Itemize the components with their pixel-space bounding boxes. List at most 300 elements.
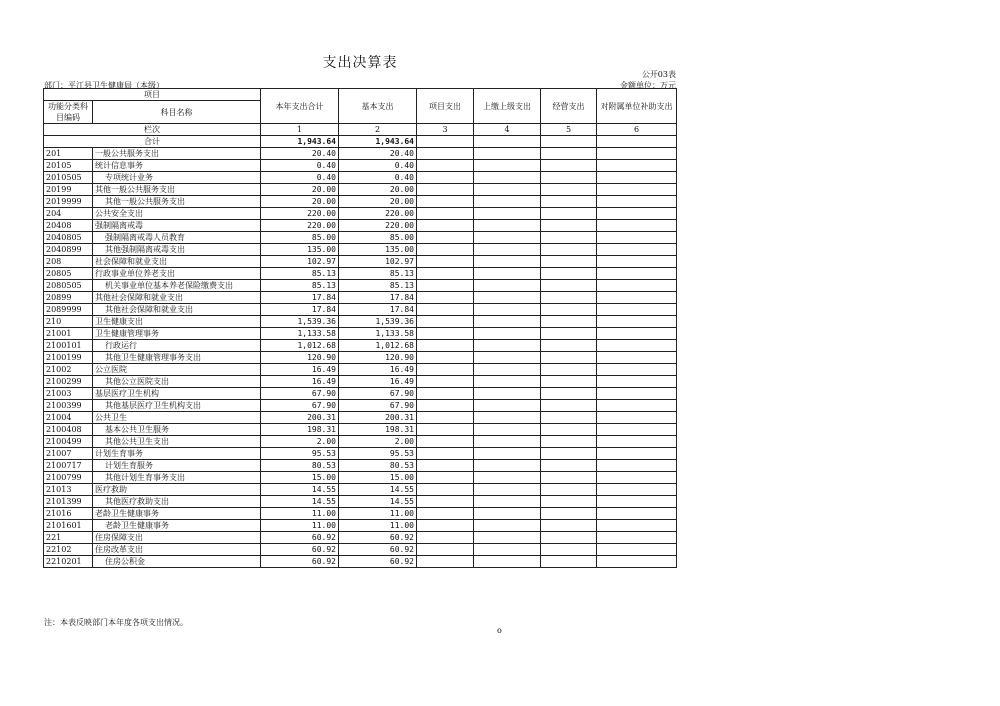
business-expense	[541, 340, 597, 352]
higher-expense	[474, 316, 541, 328]
report-title: 支出决算表	[322, 55, 398, 71]
basic-expense: 11.00	[339, 520, 417, 532]
total-expense: 16.49	[261, 376, 339, 388]
subsidy-expense	[597, 556, 677, 568]
subsidy-expense	[597, 280, 677, 292]
subsidy-expense	[597, 328, 677, 340]
subject-code: 21004	[44, 412, 93, 424]
higher-expense	[474, 268, 541, 280]
subsidy-expense	[597, 232, 677, 244]
table-row	[44, 448, 677, 460]
table-row	[44, 412, 677, 424]
business-expense	[541, 268, 597, 280]
business-expense	[541, 172, 597, 184]
col-num: 1	[261, 124, 339, 136]
subject-code: 2101399	[44, 496, 93, 508]
higher-expense	[474, 436, 541, 448]
project-expense	[417, 388, 474, 400]
project-expense	[417, 412, 474, 424]
subsidy-expense	[597, 508, 677, 520]
business-expense	[541, 208, 597, 220]
higher-expense	[474, 376, 541, 388]
business-expense	[541, 460, 597, 472]
subsidy-expense	[597, 520, 677, 532]
project-expense	[417, 448, 474, 460]
basic-expense: 200.31	[339, 412, 417, 424]
subsidy-expense	[597, 364, 677, 376]
business-expense	[541, 544, 597, 556]
subsidy-expense	[597, 148, 677, 160]
business-expense	[541, 400, 597, 412]
subject-code: 21002	[44, 364, 93, 376]
subject-name: 社会保障和就业支出	[93, 256, 261, 268]
subsidy-expense	[597, 400, 677, 412]
subject-name: 行政事业单位养老支出	[93, 268, 261, 280]
subject-name: 医疗救助	[93, 484, 261, 496]
business-expense	[541, 376, 597, 388]
business-expense	[541, 280, 597, 292]
col-num: 5	[541, 124, 597, 136]
total-expense: 102.97	[261, 256, 339, 268]
basic-expense: 220.00	[339, 220, 417, 232]
table-row	[44, 304, 677, 316]
project-expense	[417, 196, 474, 208]
basic-expense: 198.31	[339, 424, 417, 436]
project-expense	[417, 556, 474, 568]
higher-expense	[474, 412, 541, 424]
header-row-1	[44, 89, 677, 101]
total-amount: 1,943.64	[261, 136, 339, 148]
higher-expense	[474, 496, 541, 508]
subject-name: 强制隔离戒毒人员教育	[93, 232, 261, 244]
subject-name: 公共安全支出	[93, 208, 261, 220]
total-expense: 1,133.58	[261, 328, 339, 340]
basic-expense: 60.92	[339, 556, 417, 568]
higher-expense	[474, 556, 541, 568]
subject-code: 21013	[44, 484, 93, 496]
business-expense	[541, 328, 597, 340]
basic-expense: 67.90	[339, 388, 417, 400]
subject-code: 208	[44, 256, 93, 268]
higher-expense	[474, 532, 541, 544]
table-row	[44, 484, 677, 496]
total-expense: 85.00	[261, 232, 339, 244]
subject-name: 其他公立医院支出	[93, 376, 261, 388]
total-expense: 17.84	[261, 304, 339, 316]
total-expense: 135.00	[261, 244, 339, 256]
col-num: 2	[339, 124, 417, 136]
basic-expense: 14.55	[339, 496, 417, 508]
project-expense	[417, 400, 474, 412]
basic-expense: 1,012.68	[339, 340, 417, 352]
subject-name: 其他强制隔离戒毒支出	[93, 244, 261, 256]
subject-name: 行政运行	[93, 340, 261, 352]
total-expense: 60.92	[261, 544, 339, 556]
subject-code: 21003	[44, 388, 93, 400]
project-expense	[417, 484, 474, 496]
project-expense	[417, 460, 474, 472]
basic-expense: 67.90	[339, 400, 417, 412]
subject-name: 公立医院	[93, 364, 261, 376]
project-expense	[417, 184, 474, 196]
subsidy-expense	[597, 412, 677, 424]
basic-expense: 80.53	[339, 460, 417, 472]
table-row	[44, 340, 677, 352]
project-expense	[417, 364, 474, 376]
total-expense: 85.13	[261, 268, 339, 280]
project-expense	[417, 172, 474, 184]
table-row	[44, 556, 677, 568]
higher-expense	[474, 256, 541, 268]
table-row	[44, 472, 677, 484]
subsidy-expense	[597, 172, 677, 184]
basic-expense: 20.40	[339, 148, 417, 160]
table-row	[44, 292, 677, 304]
basic-expense: 16.49	[339, 364, 417, 376]
stray-mark: o	[497, 626, 502, 635]
table-row	[44, 520, 677, 532]
subject-name: 一般公共服务支出	[93, 148, 261, 160]
higher-expense	[474, 196, 541, 208]
subject-code: 2101601	[44, 520, 93, 532]
subject-code: 221	[44, 532, 93, 544]
higher-expense	[474, 328, 541, 340]
total-expense: 220.00	[261, 208, 339, 220]
subject-code: 22102	[44, 544, 93, 556]
total-expense: 20.00	[261, 184, 339, 196]
total-expense: 60.92	[261, 556, 339, 568]
total-expense: 67.90	[261, 388, 339, 400]
subject-name: 计划生育服务	[93, 460, 261, 472]
header-business: 经营支出	[541, 89, 597, 124]
business-expense	[541, 196, 597, 208]
subject-code: 210	[44, 316, 93, 328]
subsidy-expense	[597, 196, 677, 208]
table-row	[44, 232, 677, 244]
business-expense	[541, 520, 597, 532]
higher-expense	[474, 448, 541, 460]
subject-name: 其他一般公共服务支出	[93, 184, 261, 196]
business-expense	[541, 448, 597, 460]
higher-expense	[474, 424, 541, 436]
project-expense	[417, 424, 474, 436]
higher-expense	[474, 472, 541, 484]
project-expense	[417, 508, 474, 520]
total-expense: 1,012.68	[261, 340, 339, 352]
subject-name: 卫生健康支出	[93, 316, 261, 328]
subsidy-expense	[597, 220, 677, 232]
higher-expense	[474, 400, 541, 412]
subject-code: 20105	[44, 160, 93, 172]
subject-code: 21016	[44, 508, 93, 520]
higher-expense	[474, 184, 541, 196]
subject-code: 2100299	[44, 376, 93, 388]
table-row	[44, 328, 677, 340]
project-expense	[417, 148, 474, 160]
higher-expense	[474, 160, 541, 172]
basic-expense: 95.53	[339, 448, 417, 460]
table-row	[44, 244, 677, 256]
table-row	[44, 460, 677, 472]
col-num: 4	[474, 124, 541, 136]
business-expense	[541, 304, 597, 316]
table-row	[44, 436, 677, 448]
basic-expense: 11.00	[339, 508, 417, 520]
subsidy-expense	[597, 184, 677, 196]
total-expense: 20.00	[261, 196, 339, 208]
subject-code: 20899	[44, 292, 93, 304]
subsidy-expense	[597, 244, 677, 256]
subject-name: 其他社会保障和就业支出	[93, 292, 261, 304]
subject-name: 其他社会保障和就业支出	[93, 304, 261, 316]
subsidy-expense	[597, 496, 677, 508]
subject-code: 2040899	[44, 244, 93, 256]
subsidy-expense	[597, 208, 677, 220]
table-row	[44, 364, 677, 376]
total-expense: 0.40	[261, 160, 339, 172]
business-expense	[541, 220, 597, 232]
basic-expense: 2.00	[339, 436, 417, 448]
table-row	[44, 208, 677, 220]
project-expense	[417, 496, 474, 508]
subject-name: 卫生健康管理事务	[93, 328, 261, 340]
subject-code: 2210201	[44, 556, 93, 568]
basic-expense: 14.55	[339, 484, 417, 496]
total-expense: 67.90	[261, 400, 339, 412]
subject-name: 住房改革支出	[93, 544, 261, 556]
subject-code: 2100399	[44, 400, 93, 412]
table-row	[44, 424, 677, 436]
subsidy-expense	[597, 460, 677, 472]
higher-expense	[474, 352, 541, 364]
project-expense	[417, 304, 474, 316]
subject-code: 2010505	[44, 172, 93, 184]
project-expense	[417, 160, 474, 172]
subsidy-expense	[597, 160, 677, 172]
total-expense: 220.00	[261, 220, 339, 232]
total-expense: 2.00	[261, 436, 339, 448]
total-expense: 20.40	[261, 148, 339, 160]
project-expense	[417, 316, 474, 328]
department-label: 部门：平江县卫生健康局（本级）	[44, 81, 164, 90]
total-expense: 60.92	[261, 532, 339, 544]
total-expense: 200.31	[261, 412, 339, 424]
subject-code: 204	[44, 208, 93, 220]
subsidy-expense	[597, 376, 677, 388]
total-row	[44, 136, 677, 148]
table-row	[44, 532, 677, 544]
higher-expense	[474, 148, 541, 160]
subject-code: 2040805	[44, 232, 93, 244]
project-expense	[417, 544, 474, 556]
higher-expense	[474, 460, 541, 472]
table-row	[44, 256, 677, 268]
business-expense	[541, 556, 597, 568]
basic-expense: 1,133.58	[339, 328, 417, 340]
amount-unit-label: 金额单位：万元	[620, 81, 676, 90]
business-expense	[541, 256, 597, 268]
business-expense	[541, 412, 597, 424]
table-row	[44, 496, 677, 508]
higher-expense	[474, 520, 541, 532]
higher-expense	[474, 544, 541, 556]
subject-code: 20408	[44, 220, 93, 232]
higher-expense	[474, 244, 541, 256]
basic-expense: 17.84	[339, 304, 417, 316]
total-expense: 16.49	[261, 364, 339, 376]
table-row	[44, 508, 677, 520]
business-expense	[541, 364, 597, 376]
col-num: 3	[417, 124, 474, 136]
table-row	[44, 148, 677, 160]
higher-expense	[474, 388, 541, 400]
subsidy-expense	[597, 352, 677, 364]
business-expense	[541, 424, 597, 436]
higher-expense	[474, 232, 541, 244]
higher-expense	[474, 172, 541, 184]
higher-expense	[474, 508, 541, 520]
subject-name: 老龄卫生健康事务	[93, 508, 261, 520]
basic-expense: 85.00	[339, 232, 417, 244]
total-expense: 17.84	[261, 292, 339, 304]
subsidy-expense	[597, 544, 677, 556]
basic-expense: 85.13	[339, 280, 417, 292]
subsidy-expense	[597, 484, 677, 496]
subject-name: 其他医疗救助支出	[93, 496, 261, 508]
total-expense: 14.55	[261, 484, 339, 496]
header-project-expense: 项目支出	[417, 89, 474, 124]
business-expense	[541, 436, 597, 448]
basic-expense: 16.49	[339, 376, 417, 388]
higher-expense	[474, 208, 541, 220]
table-row	[44, 220, 677, 232]
subsidy-expense	[597, 340, 677, 352]
table-row	[44, 388, 677, 400]
basic-expense: 20.00	[339, 184, 417, 196]
subject-name: 老龄卫生健康事务	[93, 520, 261, 532]
higher-expense	[474, 304, 541, 316]
form-number: 公开03表	[641, 70, 676, 79]
higher-expense	[474, 292, 541, 304]
project-expense	[417, 340, 474, 352]
basic-expense: 0.40	[339, 172, 417, 184]
subject-name: 其他卫生健康管理事务支出	[93, 352, 261, 364]
header-higher: 上缴上级支出	[474, 89, 541, 124]
subject-name: 机关事业单位基本养老保险缴费支出	[93, 280, 261, 292]
subject-name: 其他计划生育事务支出	[93, 472, 261, 484]
header-name: 科目名称	[93, 101, 261, 124]
business-expense	[541, 388, 597, 400]
basic-expense: 20.00	[339, 196, 417, 208]
total-expense: 11.00	[261, 520, 339, 532]
higher-expense	[474, 340, 541, 352]
subject-name: 基层医疗卫生机构	[93, 388, 261, 400]
total-expense: 120.90	[261, 352, 339, 364]
table-row	[44, 352, 677, 364]
higher-expense	[474, 364, 541, 376]
project-expense	[417, 232, 474, 244]
subject-name: 统计信息事务	[93, 160, 261, 172]
basic-expense: 0.40	[339, 160, 417, 172]
subsidy-expense	[597, 316, 677, 328]
project-expense	[417, 376, 474, 388]
subsidy-expense	[597, 436, 677, 448]
business-expense	[541, 496, 597, 508]
basic-expense: 135.00	[339, 244, 417, 256]
table-row	[44, 280, 677, 292]
subsidy-expense	[597, 304, 677, 316]
basic-expense: 60.92	[339, 544, 417, 556]
subject-code: 2100199	[44, 352, 93, 364]
project-expense	[417, 436, 474, 448]
column-label: 栏次	[44, 124, 261, 136]
subject-name: 其他基层医疗卫生机构支出	[93, 400, 261, 412]
total-expense: 11.00	[261, 508, 339, 520]
subject-code: 2089999	[44, 304, 93, 316]
header-basic: 基本支出	[339, 89, 417, 124]
subject-code: 2100799	[44, 472, 93, 484]
subject-code: 2100408	[44, 424, 93, 436]
subsidy-expense	[597, 388, 677, 400]
total-expense: 15.00	[261, 472, 339, 484]
project-expense	[417, 532, 474, 544]
header-subsidy: 对附属单位补助支出	[597, 89, 677, 124]
business-expense	[541, 292, 597, 304]
table-row	[44, 160, 677, 172]
project-expense	[417, 244, 474, 256]
subject-name: 专项统计业务	[93, 172, 261, 184]
higher-expense	[474, 280, 541, 292]
table-row	[44, 544, 677, 556]
column-number-row	[44, 124, 677, 136]
subsidy-expense	[597, 424, 677, 436]
subject-name: 公共卫生	[93, 412, 261, 424]
total-expense: 95.53	[261, 448, 339, 460]
total-expense: 85.13	[261, 280, 339, 292]
subject-name: 其他一般公共服务支出	[93, 196, 261, 208]
table-row	[44, 196, 677, 208]
business-expense	[541, 484, 597, 496]
subject-name: 其他公共卫生支出	[93, 436, 261, 448]
basic-expense: 1,539.36	[339, 316, 417, 328]
business-expense	[541, 532, 597, 544]
basic-expense: 17.84	[339, 292, 417, 304]
subject-code: 2080505	[44, 280, 93, 292]
basic-expense: 60.92	[339, 532, 417, 544]
project-expense	[417, 352, 474, 364]
subsidy-expense	[597, 256, 677, 268]
subject-code: 21007	[44, 448, 93, 460]
header-code: 功能分类科目编码	[44, 101, 93, 124]
business-expense	[541, 148, 597, 160]
table-row	[44, 400, 677, 412]
subsidy-expense	[597, 268, 677, 280]
business-expense	[541, 232, 597, 244]
project-expense	[417, 520, 474, 532]
table-row	[44, 316, 677, 328]
table-row	[44, 268, 677, 280]
subsidy-expense	[597, 532, 677, 544]
subject-name: 住房公积金	[93, 556, 261, 568]
subject-code: 2100717	[44, 460, 93, 472]
subject-code: 21001	[44, 328, 93, 340]
col-num: 6	[597, 124, 677, 136]
higher-expense	[474, 484, 541, 496]
business-expense	[541, 160, 597, 172]
subject-code: 2019999	[44, 196, 93, 208]
table-row	[44, 184, 677, 196]
basic-expense: 15.00	[339, 472, 417, 484]
